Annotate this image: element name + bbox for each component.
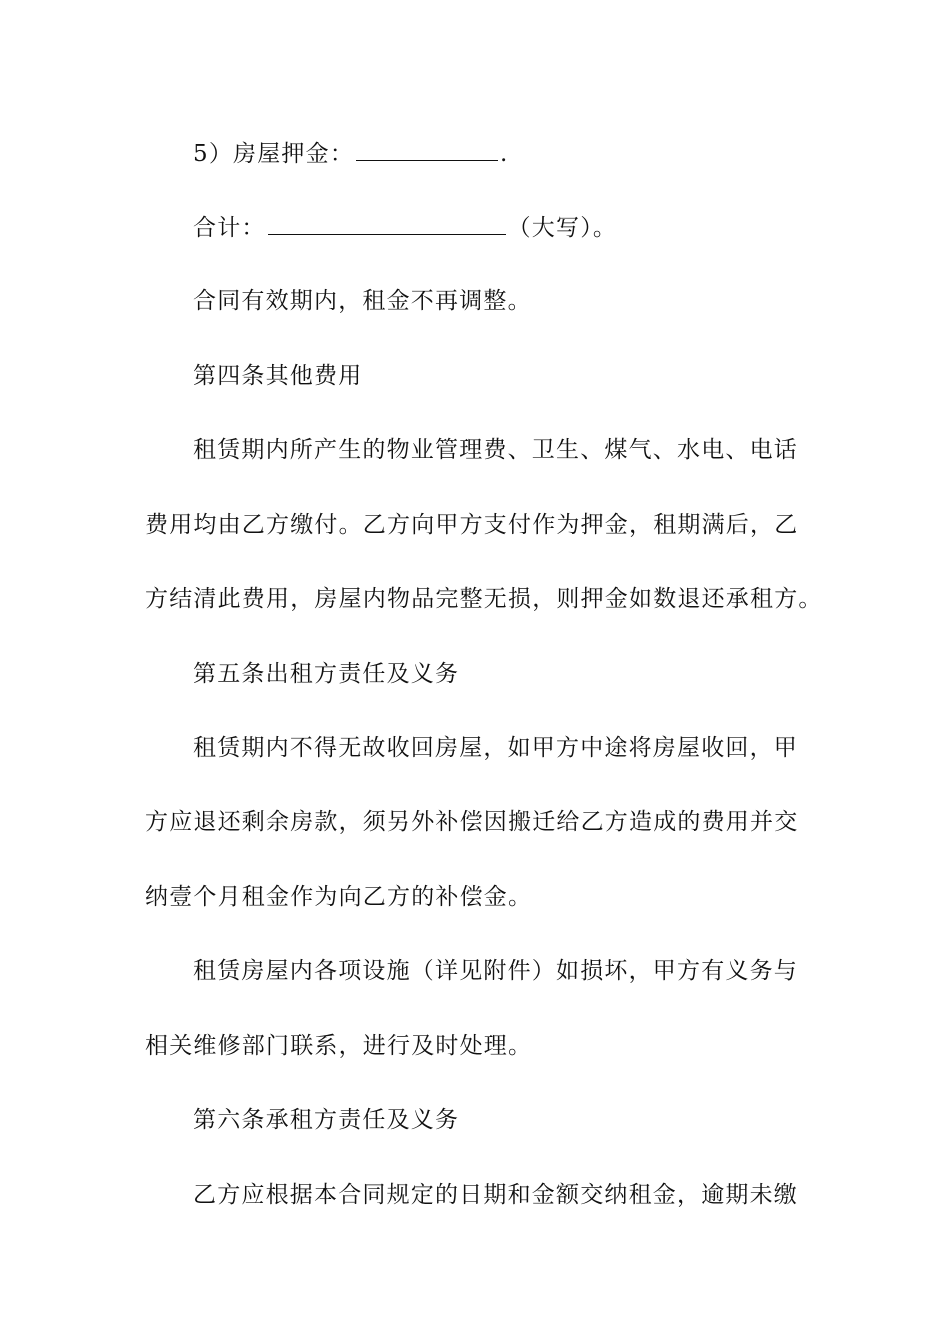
- total-line: [193, 212, 810, 243]
- heading-article-4: 第四条其他费用: [193, 363, 363, 389]
- paragraph-line: 乙方应根据本合同规定的日期和金额交纳租金，逾期未缴: [193, 1182, 798, 1208]
- paragraph-line: 费用均由乙方缴付。乙方向甲方支付作为押金，租期满后，乙: [145, 512, 799, 538]
- paragraph-line: 租赁期内所产生的物业管理费、卫生、煤气、水电、电话: [193, 437, 798, 463]
- paragraph-rent-fixed: 合同有效期内，租金不再调整。: [193, 288, 532, 314]
- total-suffix: （大写）。: [507, 215, 618, 241]
- paragraph-line: 纳壹个月租金作为向乙方的补偿金。: [145, 884, 533, 910]
- heading-article-6: 第六条承租方责任及义务: [193, 1107, 460, 1133]
- total-label: 合计：: [193, 215, 266, 241]
- deposit-label: 5）房屋押金：: [193, 141, 355, 167]
- total-blank: [268, 212, 506, 235]
- paragraph-line: 相关维修部门联系，进行及时处理。: [145, 1033, 533, 1059]
- paragraph-line: 租赁房屋内各项设施（详见附件）如损坏，甲方有义务与: [193, 958, 798, 984]
- deposit-line: [193, 138, 810, 169]
- paragraph-line: 方应退还剩余房款，须另外补偿因搬迁给乙方造成的费用并交: [145, 809, 799, 835]
- deposit-blank: [356, 138, 498, 161]
- paragraph-line: 方结清此费用，房屋内物品完整无损，则押金如数退还承租方。: [145, 586, 823, 612]
- deposit-suffix: .: [500, 141, 509, 167]
- paragraph-line: 租赁期内不得无故收回房屋，如甲方中途将房屋收回，甲: [193, 735, 798, 761]
- heading-article-5: 第五条出租方责任及义务: [193, 661, 460, 687]
